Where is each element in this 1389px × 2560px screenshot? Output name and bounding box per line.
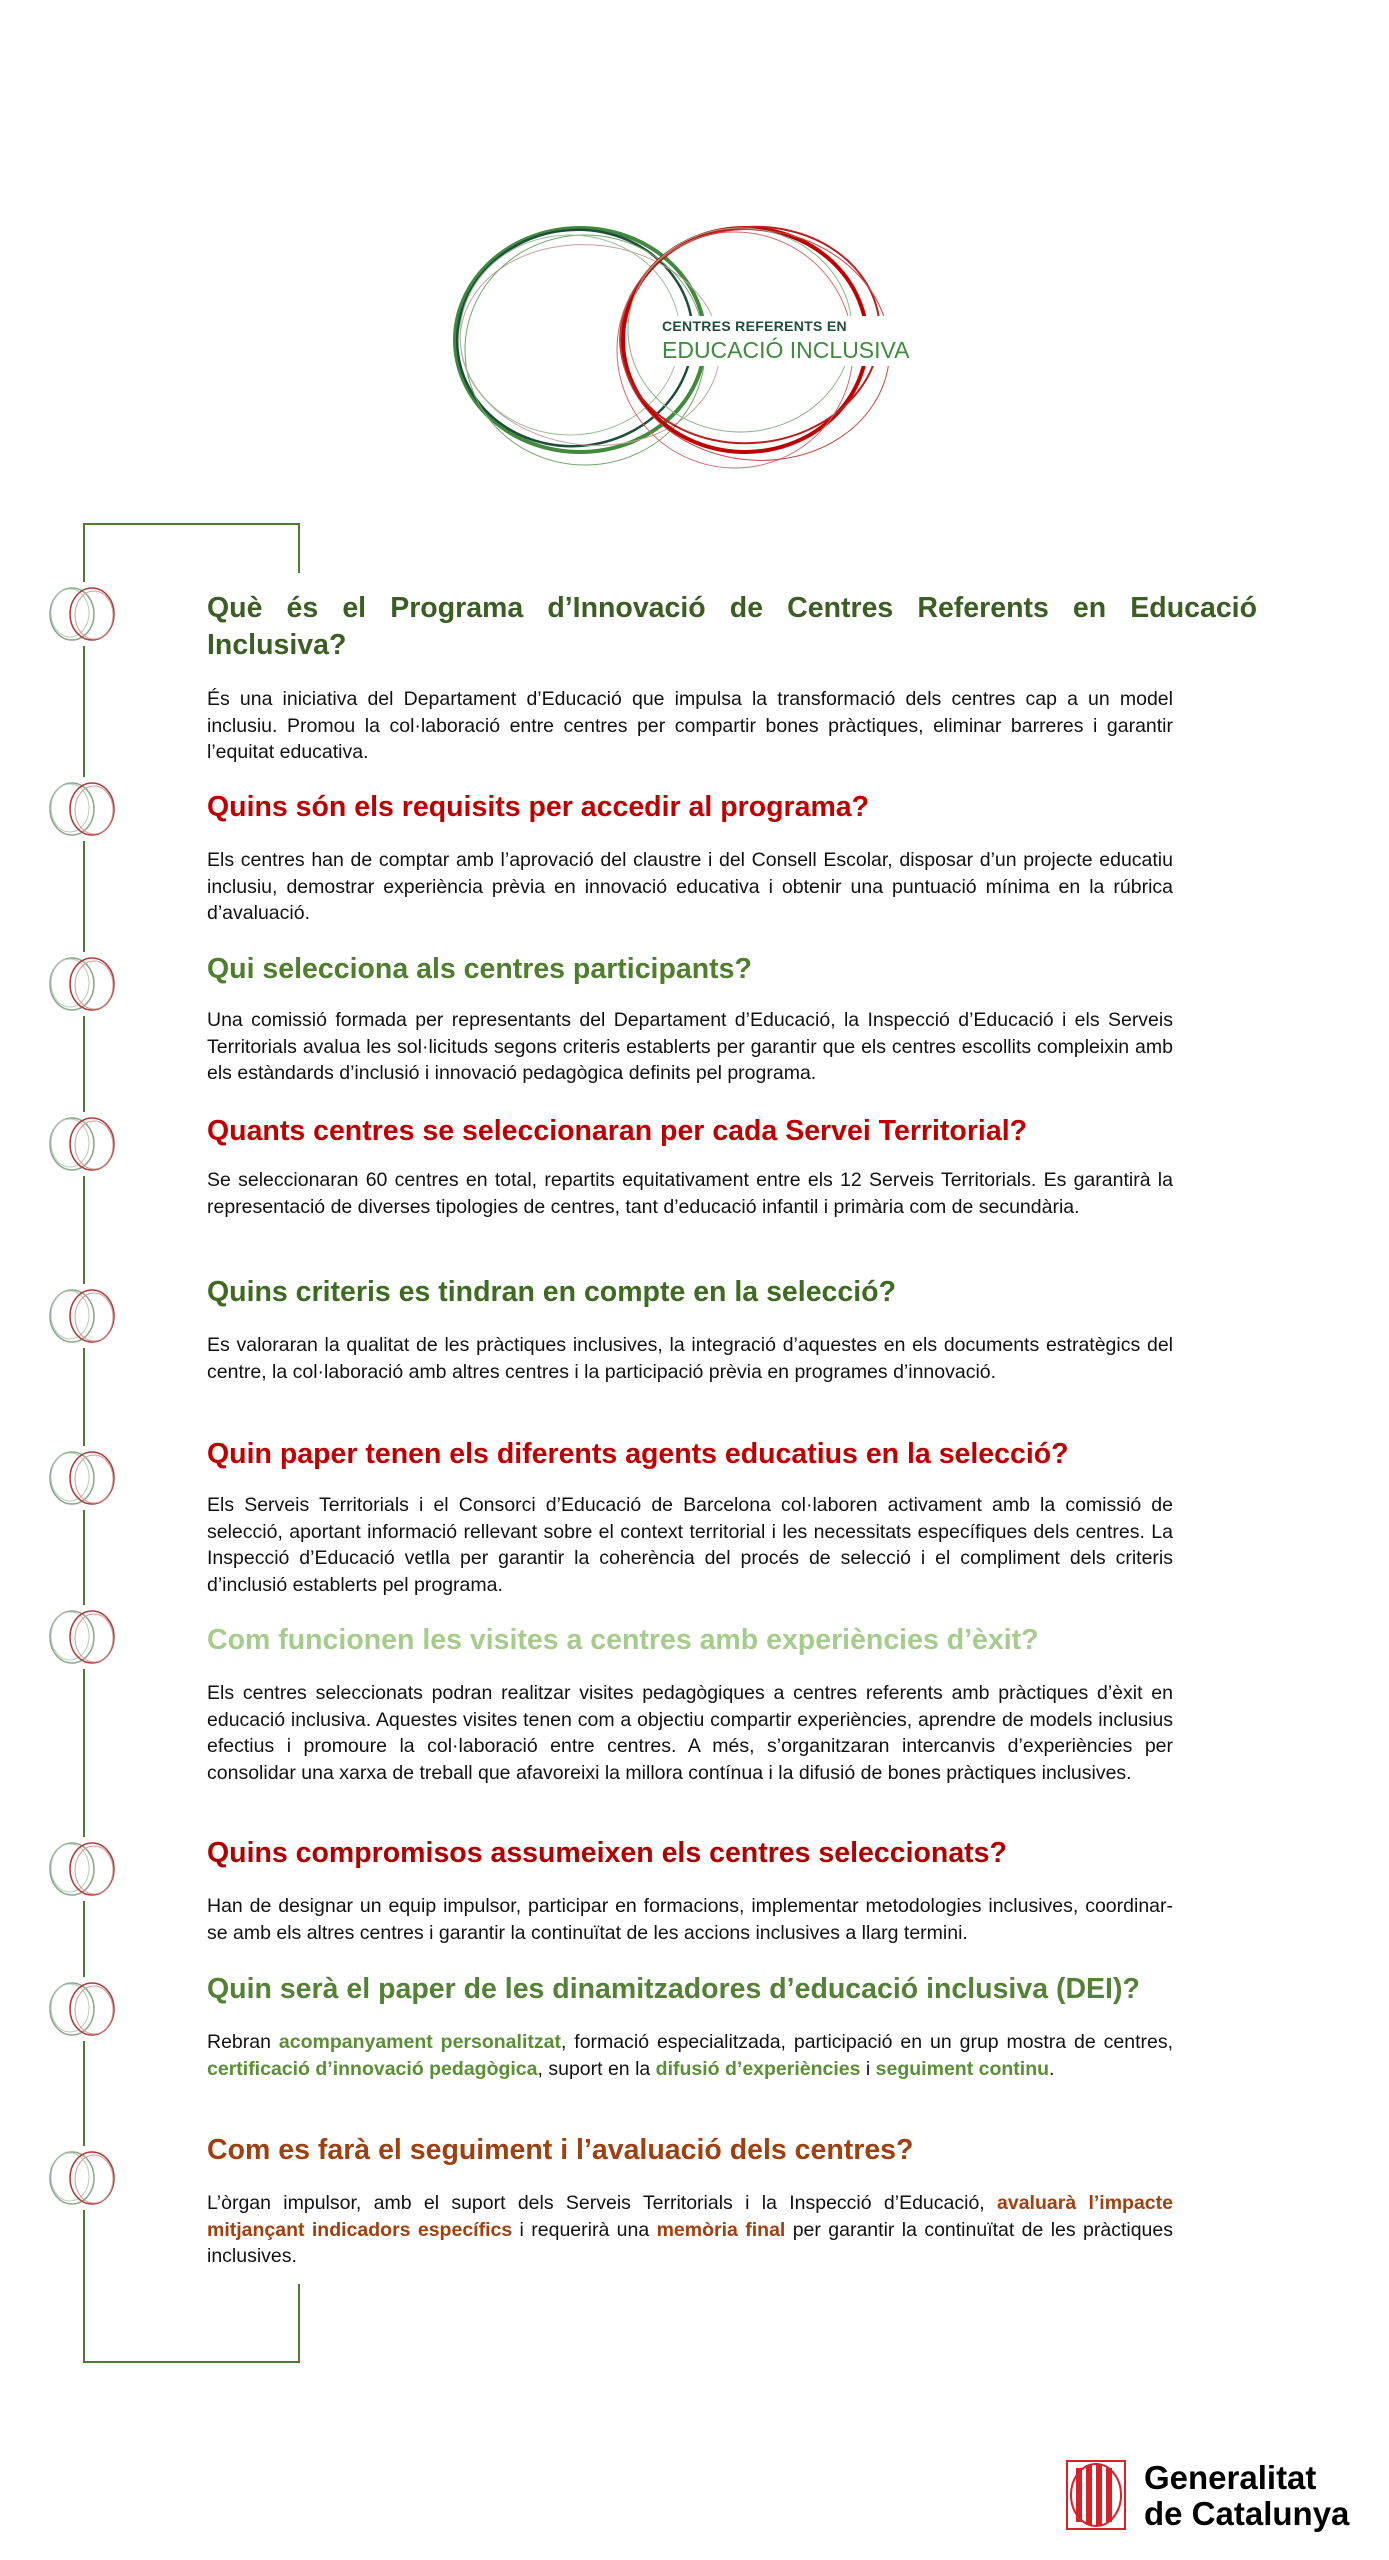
highlight-text: difusió d’experiències — [655, 2057, 861, 2080]
org-name-line1: Generalitat — [1144, 2459, 1317, 2496]
interlocking-rings-icon — [44, 777, 124, 841]
body-text: . — [1049, 2057, 1055, 2080]
interlocking-rings-icon — [44, 1112, 124, 1176]
section-title: Qui selecciona als centres participants? — [207, 953, 752, 985]
body-text: per garantir la continuïtat de les pràctiques inclusives. — [207, 2218, 1173, 2267]
section-body: Els centres seleccionats podran realitzar visites pedagògiques a centres referents amb pràctiques d’èxit en educació inclusiva. Aquestes visites tenen com a objectiu compartir experiències, aprendre de models inclusius efectius i promoure la col·laboració entre centres. A més, s’organitzaran intercanvis d’experiències per consolidar una xarxa de treball que afavoreixi la millora contínua i la difusió de bones pràctiques inclusives. — [207, 1682, 1173, 1784]
section-body: Se seleccionaran 60 centres en total, repartits equitativament entre els 12 Serveis Territorials. Es garantirà la representació de diverses tipologies de centres, tant d’educació infantil i primària com de secundària. — [207, 1169, 1173, 1218]
highlight-text: seguiment continu — [875, 2057, 1050, 2080]
section-title: Quants centres se seleccionaran per cada Servei Territorial? — [207, 1115, 1028, 1147]
org-name-line2: de Catalunya — [1144, 2495, 1350, 2532]
section-title: Quin serà el paper de les dinamitzadores d’educació inclusiva (DEI)? — [207, 1973, 1140, 2005]
interlocking-rings-icon — [44, 2146, 124, 2210]
highlight-text: memòria final — [656, 2218, 786, 2241]
interlocking-circles-logo-icon — [440, 190, 960, 490]
section-body: Han de designar un equip impulsor, participar en formacions, implementar metodologies inclusives, coordinar-se amb els altres centres i garantir la continuïtat de les accions inclusives a llarg termini. — [207, 1895, 1173, 1944]
body-text: , formació especialitzada, participació en un grup mostra de centres, — [560, 2031, 1174, 2053]
section-body — [207, 2029, 1173, 2082]
generalitat-logo — [1066, 2460, 1366, 2540]
section-title: Quins criteris es tindran en compte en la selecció? — [207, 1276, 896, 1308]
program-logo — [440, 190, 960, 490]
interlocking-rings-icon — [44, 582, 124, 646]
section-title: Com es farà el seguiment i l’avaluació dels centres? — [207, 2134, 914, 2166]
frame-top-line — [83, 523, 300, 525]
section-title: Com funcionen les visites a centres amb experiències d’èxit? — [207, 1624, 1039, 1656]
body-text: L’òrgan impulsor, amb el suport dels Serveis Territorials i la Inspecció d’Educació, — [207, 2192, 998, 2214]
interlocking-rings-icon — [44, 1605, 124, 1669]
highlight-text: certificació d’innovació pedagògica — [207, 2057, 538, 2080]
interlocking-rings-icon — [44, 1284, 124, 1348]
section-title: Quin paper tenen els diferents agents educatius en la selecció? — [207, 1438, 1069, 1470]
highlight-text: avaluarà l’impacte mitjançant indicadors específics — [207, 2192, 1173, 2241]
body-text: i — [860, 2057, 876, 2080]
interlocking-rings-icon — [44, 1837, 124, 1901]
svg-text:CENTRES REFERENTS EN: CENTRES REFERENTS EN — [662, 318, 847, 334]
frame-top-tick — [298, 523, 300, 573]
section-body: Els Serveis Territorials i el Consorci d’Educació de Barcelona col·laboren activament amb la comissió de selecció, aportant informació rellevant sobre el context territorial i les necessitats específiques dels centres. La Inspecció d’Educació vetlla per garantir la coherència del procés de selecció i el compliment dels criteris d’inclusió establerts pel programa. — [207, 1494, 1173, 1596]
section-body: Els centres han de comptar amb l’aprovació del claustre i del Consell Escolar, disposar d’un projecte educatiu inclusiu, demostrar experiència prèvia en innovació educativa i obtenir una puntuació mínima en la rúbrica d’avaluació. — [207, 849, 1173, 924]
catalan-coat-of-arms-icon — [1066, 2460, 1126, 2530]
section-body — [207, 2190, 1173, 2270]
body-text: , suport en la — [537, 2057, 656, 2080]
section-body: Una comissió formada per representants del Departament d’Educació, la Inspecció d’Educació i els Serveis Territorials avalua les sol·licituds segons criteris establerts per garantir que els centres escollits compleixin amb els estàndards d’inclusió i innovació pedagògica definits pel programa. — [207, 1009, 1173, 1084]
frame-bottom-tick — [298, 2284, 300, 2363]
section-title: Quins compromisos assumeixen els centres seleccionats? — [207, 1837, 1007, 1869]
svg-text:EDUCACIÓ INCLUSIVA: EDUCACIÓ INCLUSIVA — [662, 337, 910, 363]
highlight-text: acompanyament personalitzat — [278, 2031, 561, 2053]
section-body: Es valoraran la qualitat de les pràctiques inclusives, la integració d’aquestes en els documents estratègics del centre, la col·laboració amb altres centres i la participació prèvia en programes d’innovació. — [207, 1334, 1173, 1383]
interlocking-rings-icon — [44, 952, 124, 1016]
section-title: Quins són els requisits per accedir al programa? — [207, 791, 870, 823]
section-title: Què és el Programa d’Innovació de Centres Referents en Educació Inclusiva? — [207, 592, 1257, 661]
frame-bottom-line — [83, 2361, 300, 2363]
interlocking-rings-icon — [44, 1977, 124, 2041]
body-text: Rebran — [207, 2031, 279, 2053]
body-text: i requerirà una — [512, 2218, 657, 2241]
interlocking-rings-icon — [44, 1446, 124, 1510]
section-body: És una iniciativa del Departament d’Educació que impulsa la transformació dels centres cap a un model inclusiu. Promou la col·laboració entre centres per compartir bones pràctiques, eliminar barreres i garantir l’equitat educativa. — [207, 688, 1173, 763]
